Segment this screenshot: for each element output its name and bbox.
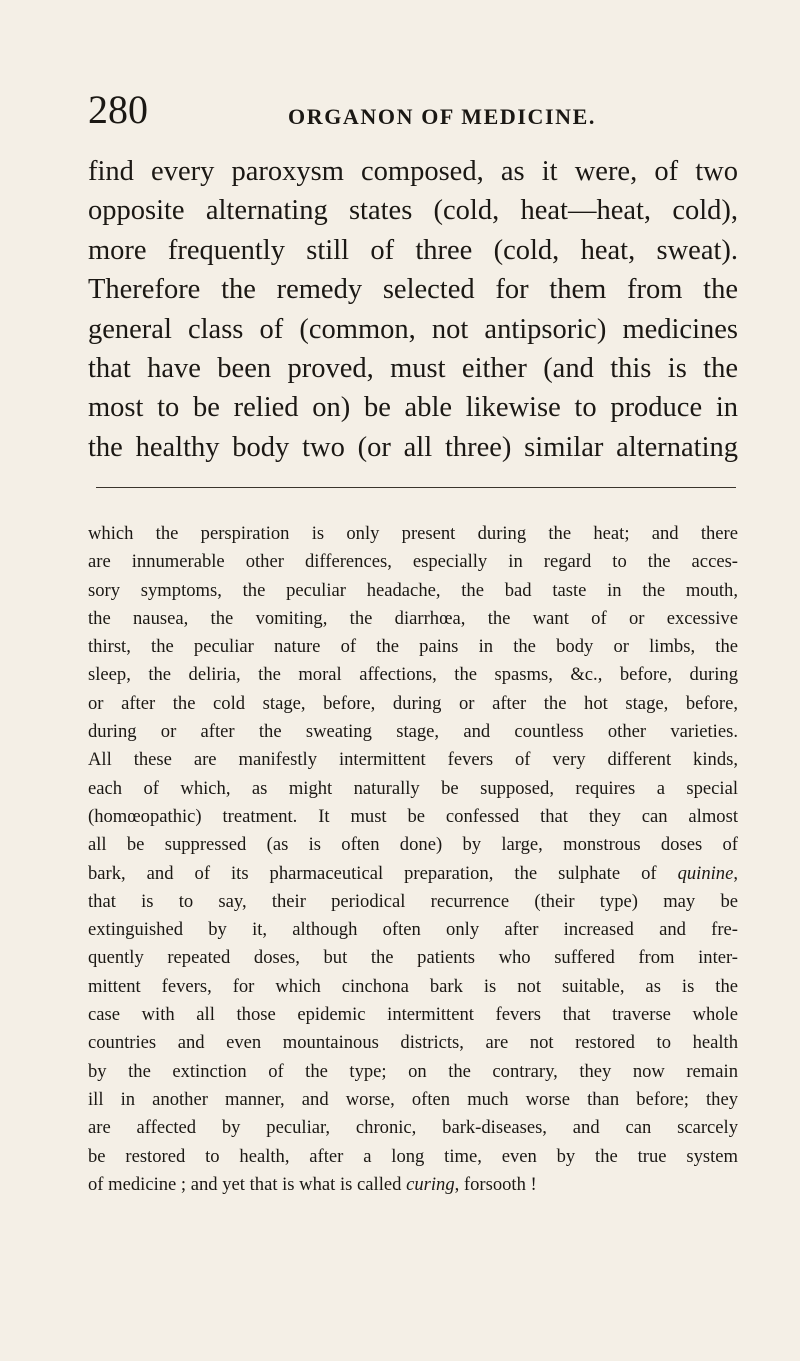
curing-italic: curing bbox=[406, 1173, 455, 1195]
main-text-line: most to be relied on) be able likewise to produce in bbox=[88, 392, 738, 424]
main-text-line: Therefore the remedy selected for them from the bbox=[88, 274, 738, 306]
footnote-line: (homœopathic) treatment. It must be confessed that they can almost bbox=[88, 805, 738, 827]
footnote-line: the nausea, the vomiting, the diarrhœa, the want of or excessive bbox=[88, 607, 738, 629]
footnote-divider bbox=[96, 487, 736, 488]
footnote-line: are innumerable other differences, especially in regard to the acces- bbox=[88, 551, 738, 573]
footnote-line: sory symptoms, the peculiar headache, the bad taste in the mouth, bbox=[88, 579, 738, 601]
footnote-line: which the perspiration is only present during the heat; and there bbox=[88, 523, 738, 544]
page-number: 280 bbox=[88, 87, 148, 132]
footnote-line: countries and even mountainous districts, are not restored to health bbox=[88, 1032, 738, 1054]
footnote-line: or after the cold stage, before, during or after the hot stage, before, bbox=[88, 692, 738, 714]
footnote-text: of medicine ; and yet that is what is called bbox=[88, 1173, 407, 1195]
footnote-line: All these are manifestly intermittent fevers of very different kinds, bbox=[88, 749, 738, 771]
footnote-line: quently repeated doses, but the patients who suffered from inter- bbox=[88, 947, 738, 969]
footnote-text: , forsooth ! bbox=[454, 1173, 537, 1195]
footnote-line: mittent fevers, for which cinchona bark is not suitable, as is the bbox=[88, 975, 738, 997]
main-text bbox=[88, 152, 738, 467]
footnote-line: that is to say, their periodical recurrence (their type) may be bbox=[88, 890, 738, 912]
footnote-line: thirst, the peculiar nature of the pains in the body or limbs, the bbox=[88, 636, 738, 658]
main-text-line: that have been proved, must either (and this is the bbox=[88, 353, 738, 385]
footnote-line: all be suppressed (as is often done) by large, monstrous doses of bbox=[88, 834, 738, 856]
footnote-line: each of which, as might naturally be supposed, requires a special bbox=[88, 777, 738, 799]
footnote-line: are affected by peculiar, chronic, bark-diseases, and can scarcely bbox=[88, 1117, 738, 1139]
footnote-line: ill in another manner, and worse, often much worse than before; they bbox=[88, 1088, 738, 1110]
footnote-line: extinguished by it, although often only after increased and fre- bbox=[88, 919, 738, 941]
main-text-line: find every paroxysm composed, as it were, of two bbox=[88, 156, 738, 187]
footnote-text: bark, and of its pharmaceutical preparation, the sulphate of bbox=[88, 862, 678, 884]
quinine-italic: quinine bbox=[677, 862, 734, 884]
footnote-line bbox=[88, 860, 738, 888]
footnote-line bbox=[88, 1171, 738, 1199]
main-text-line: opposite alternating states (cold, heat—heat, cold), bbox=[88, 195, 738, 227]
running-head: ORGANON OF MEDICINE. bbox=[288, 104, 597, 129]
footnote-line: by the extinction of the type; on the contrary, they now remain bbox=[88, 1060, 738, 1082]
main-text-line: more frequently still of three (cold, heat, sweat). bbox=[88, 234, 738, 266]
main-text-line: general class of (common, not antipsoric) medicines bbox=[88, 313, 738, 345]
main-text-line: the healthy body two (or all three) similar alternating bbox=[88, 431, 738, 463]
footnote-text: , bbox=[733, 862, 738, 884]
footnote-line: case with all those epidemic intermittent fevers that traverse whole bbox=[88, 1004, 738, 1026]
footnote bbox=[88, 520, 738, 1199]
footnote-line: during or after the sweating stage, and countless other varieties. bbox=[88, 721, 738, 743]
footnote-line: be restored to health, after a long time, even by the true system bbox=[88, 1145, 738, 1167]
footnote-line: sleep, the deliria, the moral affections, the spasms, &c., before, during bbox=[88, 664, 738, 686]
